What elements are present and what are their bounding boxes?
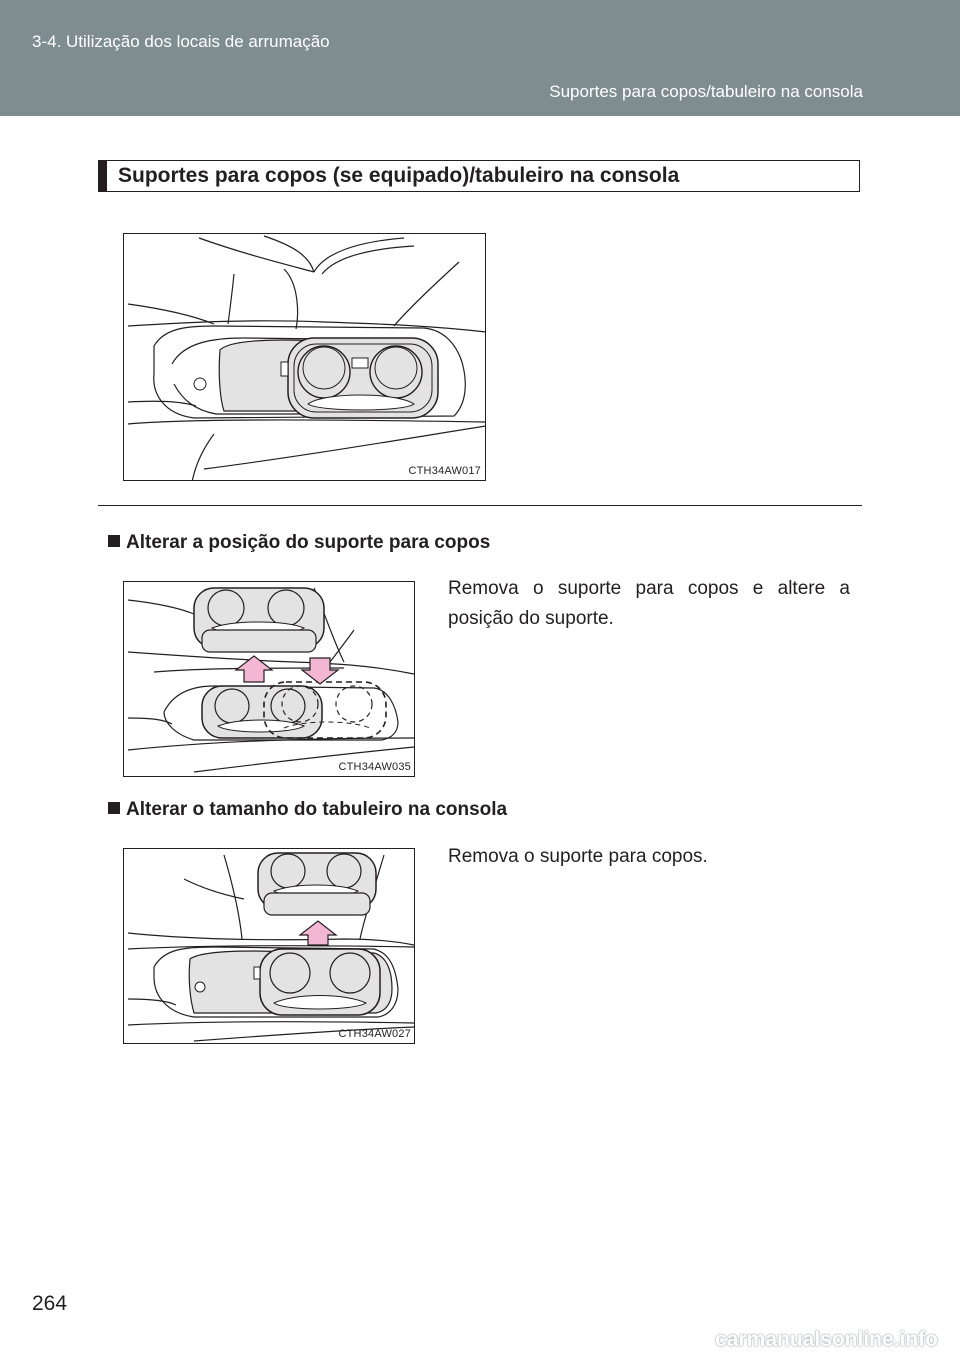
cup-holder-overview-illustration [124,234,486,481]
subheading-change-position [108,532,490,554]
page-number: 264 [32,1292,68,1315]
section-title: Suportes para copos (se equipado)/tabuleiro na consola [118,164,680,187]
watermark: carmanualsonline.info [715,1328,938,1351]
page-subtitle: Suportes para copos/tabuleiro na consola [549,82,863,101]
figure-code: CTH34AW035 [338,761,411,773]
chapter-title: 3-4. Utilização dos locais de arrumação [32,32,330,51]
figure-change-position [123,581,415,777]
change-size-illustration [124,849,415,1044]
figure-change-size [123,848,415,1044]
square-bullet-icon [108,535,120,547]
subheading-change-size [108,799,507,821]
page-header [0,0,960,116]
change-position-illustration [124,582,415,777]
square-bullet-icon [108,802,120,814]
instruction-change-size: Remova o suporte para copos. [448,846,708,867]
figure-code: CTH34AW017 [408,465,481,477]
subheading-text: Alterar o tamanho do tabuleiro na consola [126,799,508,820]
section-divider [98,505,862,506]
figure-cup-holder-overview [123,233,486,481]
instruction-change-position: Remova o suporte para copos e altere a posição do suporte. [448,578,850,629]
section-title-bar [99,161,107,191]
figure-code: CTH34AW027 [338,1028,411,1040]
section-title-box [98,160,860,192]
subheading-text: Alterar a posição do suporte para copos [126,532,491,553]
